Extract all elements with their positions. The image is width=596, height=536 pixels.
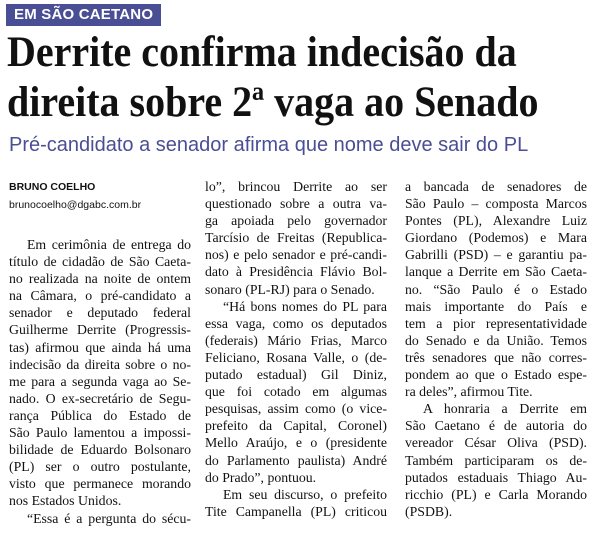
column-line: “Há bons nomes do PL para [223,298,387,314]
column-line: São Paulo – composta Marcos [405,196,587,212]
column-line: dato à Presidência Flávio Bol- [205,264,387,280]
article-column-2 [205,178,387,520]
column-line: pesquisas, assim como (o vice- [205,401,387,417]
column-line: essa vaga, como os deputados [205,315,387,331]
column-line: Em cerimônia de entrega do [27,237,191,252]
column-line: três senadores que não corres- [405,349,587,365]
column-line: do Prado”, pontuou. [205,469,317,485]
column-line: nos) e pelo senador e pré-candi- [205,247,387,263]
column-line: ra deles”, afirmou Tite. [405,384,533,400]
column-line: ricchio (PL) e Carla Morando [405,486,587,502]
headline [7,28,552,128]
column-line: Em seu discurso, o prefeito [223,486,387,502]
column-line: Gabrilli (PSD) – e garantiu pa- [405,247,587,263]
column-line: na Câmara, o pré-candidato a [9,288,191,304]
column-line: Guilherme Derrite (Progressis- [9,322,191,338]
column-line: São Caetano é de autoria do [405,418,587,434]
headline-line-1: Derrite confirma indecisão da [7,29,517,76]
column-line: prefeito da Capital, Coronel) [205,418,387,434]
headline-line-2: direita sobre 2ª vaga ao Senado [7,79,539,126]
column-line: (PL) ser o outro postulante, [9,459,191,475]
column-line: sonaro (PL-RJ) para o Senado. [205,281,375,297]
column-line: me para a segunda vaga ao Se- [9,373,191,389]
column-line: vereador César Oliva (PSD). [405,435,587,451]
byline-email[interactable]: brunocoelho@dgabc.com.br [9,199,142,211]
column-line: tas) afirmou que ainda há uma [9,339,191,355]
column-line: Também participaram os de- [405,452,587,468]
column-line: Giordano (Podemos) e Mara [405,230,587,246]
column-line: título de cidadão de São Caeta- [9,254,191,270]
column-line: nado. O ex-secretário de Segu- [9,390,191,406]
column-line: (PSDB). [405,503,453,519]
column-line: pondem ao que o Estado espe- [405,367,587,383]
column-line: bilidade de Eduardo Bolsonaro [9,442,191,458]
column-line: questionado sobre a outra va- [205,196,387,212]
column-line: (federais) Mário Frias, Marco [205,332,387,348]
column-line: “Essa é a pergunta do sécu- [27,510,191,526]
subheadline: Pré-candidato a senador afirma que nome deve sair do PL [9,134,529,156]
column-line: Pontes (PL), Alexandre Luiz [405,213,587,229]
section-kicker: EM SÃO CAETANO [6,4,161,26]
column-line: nos Estados Unidos. [9,493,122,509]
column-line: Feliciano, Rosana Valle, o (de- [205,349,387,365]
column-line: A honraria a Derrite em [423,401,587,417]
column-line: ga apoiada pelo governador [205,213,387,229]
column-line: putados estaduais Thiago Au- [405,469,587,485]
column-line: a bancada de senadores de [405,179,587,194]
column-line: visto que permanece morando [9,476,191,492]
byline-author: BRUNO COELHO [9,181,96,193]
article-column-3 [405,178,587,520]
column-line: do Senado e da União. Temos [405,332,587,348]
column-line: Tarcísio de Freitas (Republica- [205,230,387,246]
column-line: rança Pública do Estado de [9,407,191,423]
column-line: putado estadual) Gil Diniz, [205,367,387,383]
article-column-1 [9,236,191,527]
column-line: Mello Araújo, e o (presidente [205,435,387,451]
column-line: que foi cotado em algumas [205,384,387,400]
column-line: senador e deputado federal [9,305,191,321]
column-line: Tite Campanella (PL) criticou [205,503,387,519]
column-line: lanque a Derrite em São Caeta- [405,264,587,280]
column-line: lo”, brincou Derrite ao ser [205,179,387,194]
column-line: São Paulo lamentou a impossi- [9,425,191,441]
column-line: do Parlamento paulista) André [205,452,387,468]
column-line: no realizada na noite de ontem [9,271,191,287]
column-line: mais importante do País e [405,298,587,314]
column-line: tem a pior representatividade [405,315,587,331]
column-line: indecisão da direita sobre o no- [9,356,191,372]
column-line: no. “São Paulo é o Estado [405,281,587,297]
